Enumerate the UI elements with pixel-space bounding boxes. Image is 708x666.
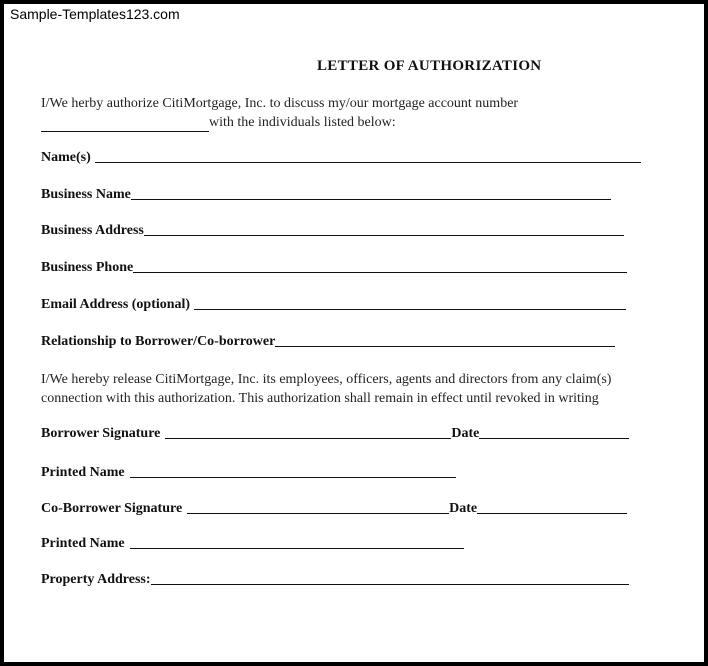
borrower-printed-name-label: Printed Name (41, 465, 125, 480)
release-line-1: I/We hereby release CitiMortgage, Inc. its employees, officers, agents and directors from any claim(s) (41, 372, 612, 387)
document-page (4, 4, 704, 662)
relationship-field (41, 334, 615, 350)
property-address-field (41, 572, 629, 588)
borrower-date-label: Date (451, 426, 480, 441)
email-label: Email Address (optional) (41, 297, 191, 312)
intro-line-1: I/We herby authorize CitiMortgage, Inc. to discuss my/our mortgage account number (41, 96, 519, 111)
borrower-printed-name-field (41, 465, 456, 481)
email-field (41, 297, 626, 313)
coborrower-printed-name-label: Printed Name (41, 536, 125, 551)
business-phone-line[interactable] (133, 260, 627, 273)
relationship-line[interactable] (275, 334, 615, 347)
business-phone-field (41, 260, 627, 276)
email-line[interactable] (194, 297, 626, 310)
business-address-field (41, 223, 624, 239)
property-address-label: Property Address: (41, 572, 151, 587)
coborrower-printed-name-line[interactable] (130, 536, 464, 549)
coborrower-date-label: Date (449, 501, 478, 516)
relationship-label: Relationship to Borrower/Co-borrower (41, 334, 276, 349)
business-phone-label: Business Phone (41, 260, 134, 275)
borrower-date-line[interactable] (479, 426, 629, 439)
coborrower-signature-field (41, 501, 627, 517)
site-watermark: Sample-Templates123.com (10, 6, 180, 22)
borrower-signature-field (41, 426, 629, 442)
coborrower-printed-name-field (41, 536, 464, 552)
business-address-label: Business Address (41, 223, 144, 238)
business-name-label: Business Name (41, 187, 131, 202)
coborrower-signature-line[interactable] (187, 501, 449, 514)
document-title: LETTER OF AUTHORIZATION (317, 58, 542, 74)
names-label: Name(s) (41, 150, 91, 165)
business-name-field (41, 187, 611, 203)
intro-paragraph (41, 94, 518, 132)
borrower-signature-line[interactable] (165, 426, 451, 439)
business-address-line[interactable] (144, 223, 624, 236)
property-address-line[interactable] (151, 572, 629, 585)
borrower-signature-label: Borrower Signature (41, 426, 161, 441)
intro-line-2: with the individuals listed below: (209, 115, 396, 130)
coborrower-signature-label: Co-Borrower Signature (41, 501, 183, 516)
release-line-2: connection with this authorization. This authorization shall remain in effect until revoked in writing (41, 391, 599, 406)
borrower-printed-name-line[interactable] (130, 465, 456, 478)
names-line[interactable] (95, 150, 641, 163)
coborrower-date-line[interactable] (477, 501, 627, 514)
release-paragraph (41, 370, 611, 408)
business-name-line[interactable] (131, 187, 611, 200)
names-field (41, 150, 641, 166)
account-number-blank[interactable] (41, 119, 209, 132)
